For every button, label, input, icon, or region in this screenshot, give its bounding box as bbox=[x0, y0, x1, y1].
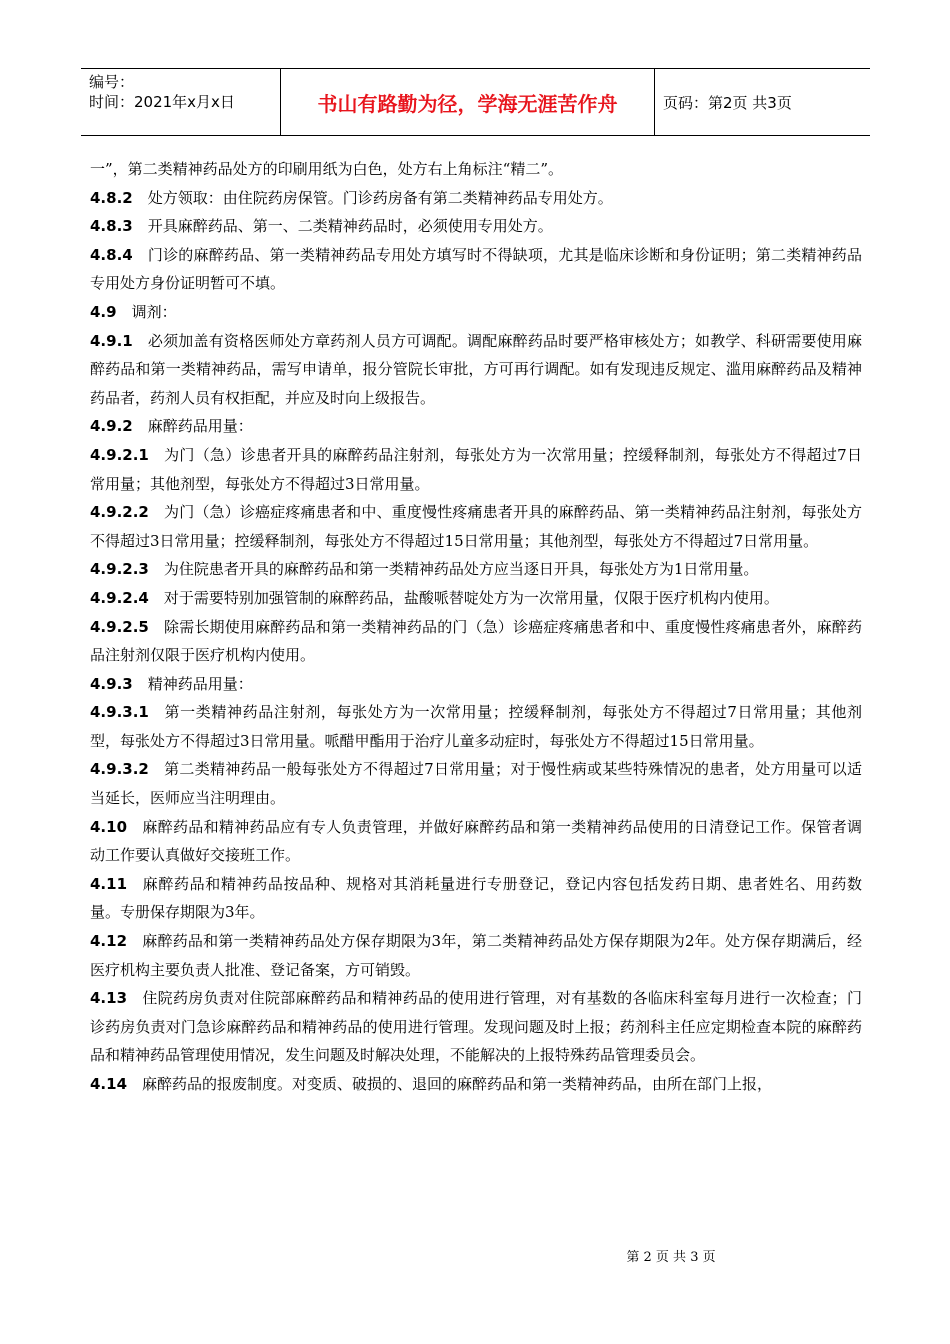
paragraph-text: 麻醉药品用量： bbox=[147, 417, 253, 436]
paragraph bbox=[90, 927, 862, 984]
paragraph bbox=[90, 1070, 862, 1099]
paragraph-text: 麻醉药品和精神药品按品种、规格对其消耗量进行专册登记，登记内容包括发药日期、患者姓名、用药数量。专册保存期限为3年。 bbox=[90, 874, 862, 922]
paragraph-text: 一”，第二类精神药品处方的印刷用纸为白色，处方右上角标注“精二”。 bbox=[90, 160, 564, 178]
section-number: 4.8.2 bbox=[90, 188, 133, 207]
section-number: 4.8.4 bbox=[90, 245, 133, 264]
paragraph-text: 对于需要特别加强管制的麻醉药品，盐酸哌替啶处方为一次常用量，仅限于医疗机构内使用。 bbox=[163, 588, 779, 607]
paragraph bbox=[90, 184, 862, 213]
paragraph-text: 住院药房负责对住院部麻醉药品和精神药品的使用进行管理，对有基数的各临床科室每月进行一次检查；门诊药房负责对门急诊麻醉药品和精神药品的使用进行管理。发现问题及时上报；药剂科主任应定期检查本院的麻醉药品和精神药品管理使用情况，发生问题及时解决处理，不能解决的上报特殊药品管理委员会。 bbox=[90, 989, 862, 1065]
section-number: 4.8.3 bbox=[90, 217, 133, 236]
paragraph bbox=[90, 498, 862, 555]
paragraph bbox=[90, 555, 862, 584]
paragraph bbox=[90, 241, 862, 298]
time-label: 时间：2021年x月x日 bbox=[89, 93, 235, 111]
paragraph bbox=[90, 613, 862, 670]
paragraph-text: 为住院患者开具的麻醉药品和第一类精神药品处方应当逐日开具，每张处方为1日常用量。 bbox=[163, 560, 759, 579]
section-number: 4.9.2.3 bbox=[90, 560, 149, 579]
paragraph-text: 必须加盖有资格医师处方章药剂人员方可调配。调配麻醉药品时要严格审核处方；如教学、科研需要使用麻醉药品和第一类精神药品，需写申请单，报分管院长审批，方可再行调配。如有发现违反规定、滥用麻醉药品及精神药品者，药剂人员有权拒配，并应及时向上级报告。 bbox=[90, 331, 862, 407]
paragraph-text: 麻醉药品和第一类精神药品处方保存期限为3年，第二类精神药品处方保存期限为2年。处方保存期满后，经医疗机构主要负责人批准、登记备案，方可销毁。 bbox=[90, 932, 862, 979]
paragraph bbox=[90, 298, 862, 327]
section-number: 4.9.1 bbox=[90, 331, 133, 350]
paragraph-text: 门诊的麻醉药品、第一类精神药品专用处方填写时不得缺项，尤其是临床诊断和身份证明；第二类精神药品专用处方身份证明暂可不填。 bbox=[90, 245, 862, 293]
paragraph-text: 除需长期使用麻醉药品和第一类精神药品的门（急）诊癌症疼痛患者和中、重度慢性疼痛患者外，麻醉药品注射剂仅限于医疗机构内使用。 bbox=[90, 617, 862, 665]
header-motto: 书山有路勤为径，学海无涯苦作舟 bbox=[281, 69, 655, 135]
paragraph-text: 为门（急）诊患者开具的麻醉药品注射剂，每张处方为一次常用量；控缓释制剂，每张处方不得超过7日常用量；其他剂型，每张处方不得超过3日常用量。 bbox=[90, 445, 862, 493]
section-number: 4.9.2.5 bbox=[90, 617, 149, 636]
paragraph bbox=[90, 670, 862, 699]
paragraph bbox=[90, 584, 862, 613]
section-number: 4.10 bbox=[90, 817, 128, 836]
paragraph-text: 第一类精神药品注射剂，每张处方为一次常用量；控缓释制剂，每张处方不得超过7日常用量；其他剂型，每张处方不得超过3日常用量。哌醋甲酯用于治疗儿童多动症时，每张处方不得超过15日常用量。 bbox=[90, 703, 862, 750]
section-number: 4.12 bbox=[90, 932, 128, 951]
paragraph bbox=[90, 441, 862, 498]
paragraph-text: 麻醉药品的报废制度。对变质、破损的、退回的麻醉药品和第一类精神药品，由所在部门上报， bbox=[142, 1075, 773, 1093]
section-number: 4.9.3.2 bbox=[90, 760, 149, 779]
paragraph bbox=[90, 813, 862, 870]
section-number: 4.13 bbox=[90, 989, 128, 1008]
paragraph-text: 为门（急）诊癌症疼痛患者和中、重度慢性疼痛患者开具的麻醉药品、第一类精神药品注射剂，每张处方不得超过3日常用量；控缓释制剂，每张处方不得超过15日常用量；其他剂型，每张处方不得超过7日常用量。 bbox=[90, 503, 862, 550]
paragraph bbox=[90, 755, 862, 812]
page-header bbox=[81, 68, 870, 136]
paragraph bbox=[90, 155, 862, 184]
header-page-label: 页码：第2页 共3页 bbox=[663, 93, 792, 112]
section-number: 4.9.3 bbox=[90, 674, 133, 693]
paragraph bbox=[90, 698, 862, 755]
document-body bbox=[90, 155, 862, 1099]
paragraph bbox=[90, 212, 862, 241]
paragraph-text: 处方领取：由住院药房保管。门诊药房备有第二类精神药品专用处方。 bbox=[147, 188, 613, 207]
paragraph bbox=[90, 327, 862, 413]
section-number: 4.9.2.2 bbox=[90, 503, 149, 522]
paragraph-text: 第二类精神药品一般每张处方不得超过7日常用量；对于慢性病或某些特殊情况的患者，处方用量可以适当延长，医师应当注明理由。 bbox=[90, 760, 862, 808]
paragraph bbox=[90, 870, 862, 927]
paragraph-text: 麻醉药品和精神药品应有专人负责管理，并做好麻醉药品和第一类精神药品使用的日清登记工作。保管者调动工作要认真做好交接班工作。 bbox=[90, 817, 862, 865]
paragraph-text: 精神药品用量： bbox=[147, 674, 253, 693]
section-number: 4.9 bbox=[90, 302, 117, 321]
section-number: 4.14 bbox=[90, 1075, 128, 1093]
section-number: 4.9.2.4 bbox=[90, 588, 149, 607]
code-label: 编号： bbox=[89, 73, 135, 91]
section-number: 4.9.3.1 bbox=[90, 703, 149, 722]
page-footer: 第 2 页 共 3 页 bbox=[626, 1250, 716, 1265]
paragraph bbox=[90, 412, 862, 441]
paragraph-text: 调剂： bbox=[131, 302, 177, 321]
paragraph bbox=[90, 984, 862, 1070]
header-meta bbox=[81, 69, 281, 135]
section-number: 4.9.2 bbox=[90, 417, 133, 436]
section-number: 4.11 bbox=[90, 874, 128, 893]
section-number: 4.9.2.1 bbox=[90, 445, 149, 464]
paragraph-text: 开具麻醉药品、第一、二类精神药品时，必须使用专用处方。 bbox=[147, 217, 553, 236]
